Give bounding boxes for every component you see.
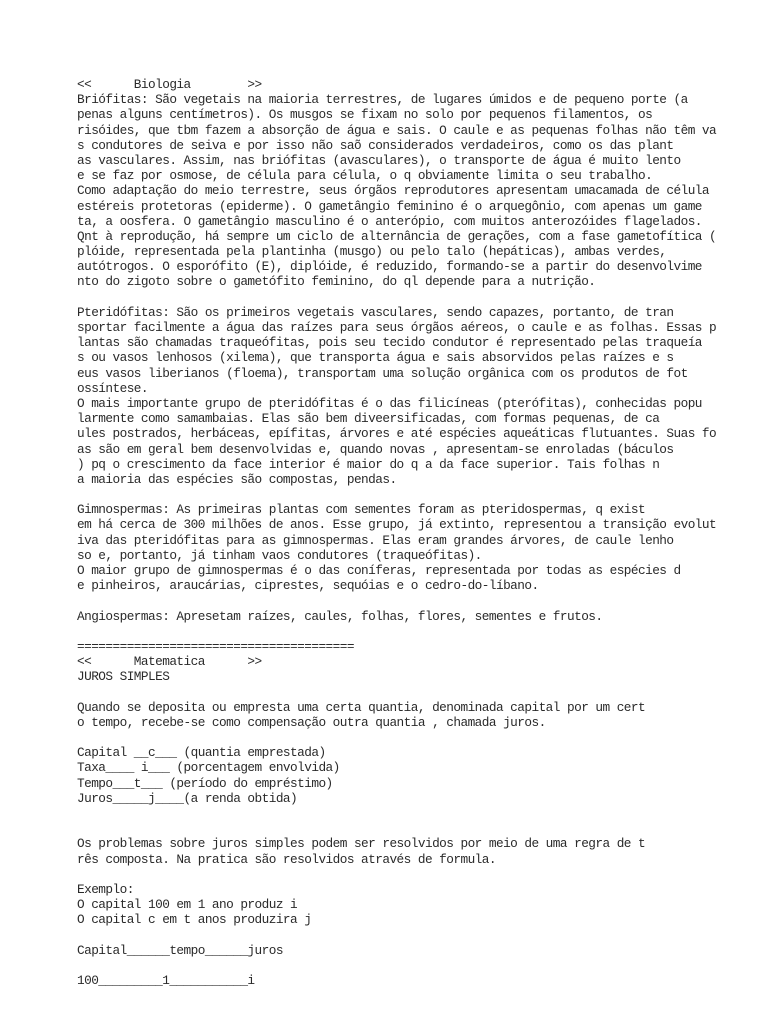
text-line: ta, a oosfera. O gametângio masculino é o anterópio, com muitos anterozóides flagelados. — [77, 213, 702, 229]
text-line: Capital __c___ (quantia emprestada) — [77, 745, 326, 761]
text-line: penas alguns centímetros). Os musgos se fixam no solo por pequenos filamentos, os — [77, 107, 653, 123]
text-line — [77, 821, 768, 836]
text-line: O capital c em t anos produzira j — [77, 912, 312, 928]
text-line — [77, 867, 768, 882]
text-line: Briófitas: São vegetais na maioria terrestres, de lugares úmidos e de pequeno porte (a — [77, 92, 688, 108]
text-line: Qnt à reprodução, há sempre um ciclo de alternância de gerações, com a fase gametofítica ( — [77, 228, 717, 244]
text-line: ) pq o crescimento da face interior é maior do q a da face superior. Tais folhas n — [77, 456, 660, 472]
text-line — [77, 928, 768, 943]
text-line: e se faz por osmose, de célula para célula, o q obviamente limita o seu trabalho. — [77, 168, 653, 184]
text-line: << Biologia >> — [77, 77, 262, 92]
text-line — [77, 487, 768, 502]
text-line: Gimnospermas: As primeiras plantas com sementes foram as pteridospermas, q exist — [77, 502, 646, 518]
text-line: as vasculares. Assim, nas briófitas (avasculares), o transporte de água é muito lento — [77, 152, 681, 168]
text-line: s ou vasos lenhosos (xilema), que transporta água e sais absorvidos pelas raízes e s — [77, 350, 674, 366]
text-line — [77, 806, 768, 821]
text-line: Angiospermas: Apresetam raízes, caules, folhas, flores, sementes e frutos. — [77, 608, 603, 624]
text-line: Tempo___t___ (período do empréstimo) — [77, 775, 333, 791]
text-line: 100_________1___________i — [77, 973, 255, 989]
text-line: em há cerca de 300 milhões de anos. Esse grupo, já extinto, representou a transição evolut — [77, 517, 717, 533]
text-line: Juros_____j____(a renda obtida) — [77, 790, 298, 806]
text-line: Taxa____ i___ (porcentagem envolvida) — [77, 760, 340, 776]
text-line: Os problemas sobre juros simples podem ser resolvidos por meio de uma regra de t — [77, 836, 646, 852]
text-line: autótrogos. O esporófito (E), diplóide, é reduzido, formando-se a partir do desenvolvime — [77, 259, 702, 275]
text-line — [77, 290, 768, 305]
text-line: eus vasos liberianos (floema), transportam uma solução orgânica com os produtos de fot — [77, 365, 688, 381]
text-line: s condutores de seiva e por isso não saõ considerados verdadeiros, como os das plant — [77, 137, 674, 153]
text-line: rês composta. Na pratica são resolvidos através de formula. — [77, 851, 496, 867]
text-line — [77, 730, 768, 745]
text-line: Capital______tempo______juros — [77, 942, 283, 958]
text-line — [77, 593, 768, 608]
text-line: << Matematica >> — [77, 654, 262, 670]
text-line: ules postrados, herbáceas, epífitas, árvores e até espécies aqueáticas flutuantes. Suas fo — [77, 426, 717, 442]
text-line: as são em geral bem desenvolvidas e, quando novas , apresentam-se enroladas (báculos — [77, 441, 674, 457]
text-line: a maioria das espécies são compostas, pendas. — [77, 471, 397, 487]
document-page — [77, 77, 768, 1024]
text-line: Pteridófitas: São os primeiros vegetais vasculares, sendo capazes, portanto, de tran — [77, 304, 674, 320]
text-line: O mais importante grupo de pteridófitas é o das filicíneas (pterófitas), conhecidas popu — [77, 395, 702, 411]
text-line: larmente como samambaias. Elas são bem diveersificadas, com formas pequenas, de ca — [77, 411, 660, 427]
text-line: Quando se deposita ou empresta uma certa quantia, denominada capital por um cert — [77, 699, 646, 715]
text-line — [77, 958, 768, 973]
text-line: e pinheiros, araucárias, ciprestes, sequóias e o cedro-do-líbano. — [77, 578, 539, 594]
text-line: O maior grupo de gimnospermas é o das coníferas, representada por todas as espécies d — [77, 563, 681, 578]
text-line: plóide, representada pela plantinha (musgo) ou pelo talo (hepáticas), ambas verdes, — [77, 244, 667, 260]
text-line: nto do zigoto sobre o gametófito feminino, do ql depende para a nutrição. — [77, 274, 596, 290]
text-line: ossíntese. — [77, 380, 149, 396]
text-line: Como adaptação do meio terrestre, seus órgãos reprodutores apresentam umacamada de célula — [77, 183, 710, 199]
text-line: sportar facilmente a água das raízes para seus órgãos aéreos, o caule e as folhas. Essas p — [77, 320, 717, 335]
text-line: so e, portanto, já tinham vaos condutores (traqueófitas). — [77, 547, 482, 563]
text-line: iva das pteridófitas para as gimnospermas. Elas eram grandes árvores, de caule lenho — [77, 532, 674, 548]
text-line: Exemplo: — [77, 881, 134, 897]
text-line: risóides, que tbm fazem a absorção de água e sais. O caule e as pequenas folhas não têm va — [77, 122, 717, 138]
text-line — [77, 624, 768, 639]
text-line: o tempo, recebe-se como compensação outra quantia , chamada juros. — [77, 714, 546, 730]
text-line: lantas são chamadas traqueófitas, pois seu tecido condutor é representado pelas traqueía — [77, 335, 702, 351]
text-line: JUROS SIMPLES — [77, 669, 170, 685]
text-line: estéreis protetoras (epiderme). O gametângio feminino é o arquegônio, com apenas um game — [77, 198, 702, 214]
text-line — [77, 685, 768, 700]
text-line: ======================================= — [77, 638, 354, 654]
text-line: O capital 100 em 1 ano produz i — [77, 897, 298, 913]
